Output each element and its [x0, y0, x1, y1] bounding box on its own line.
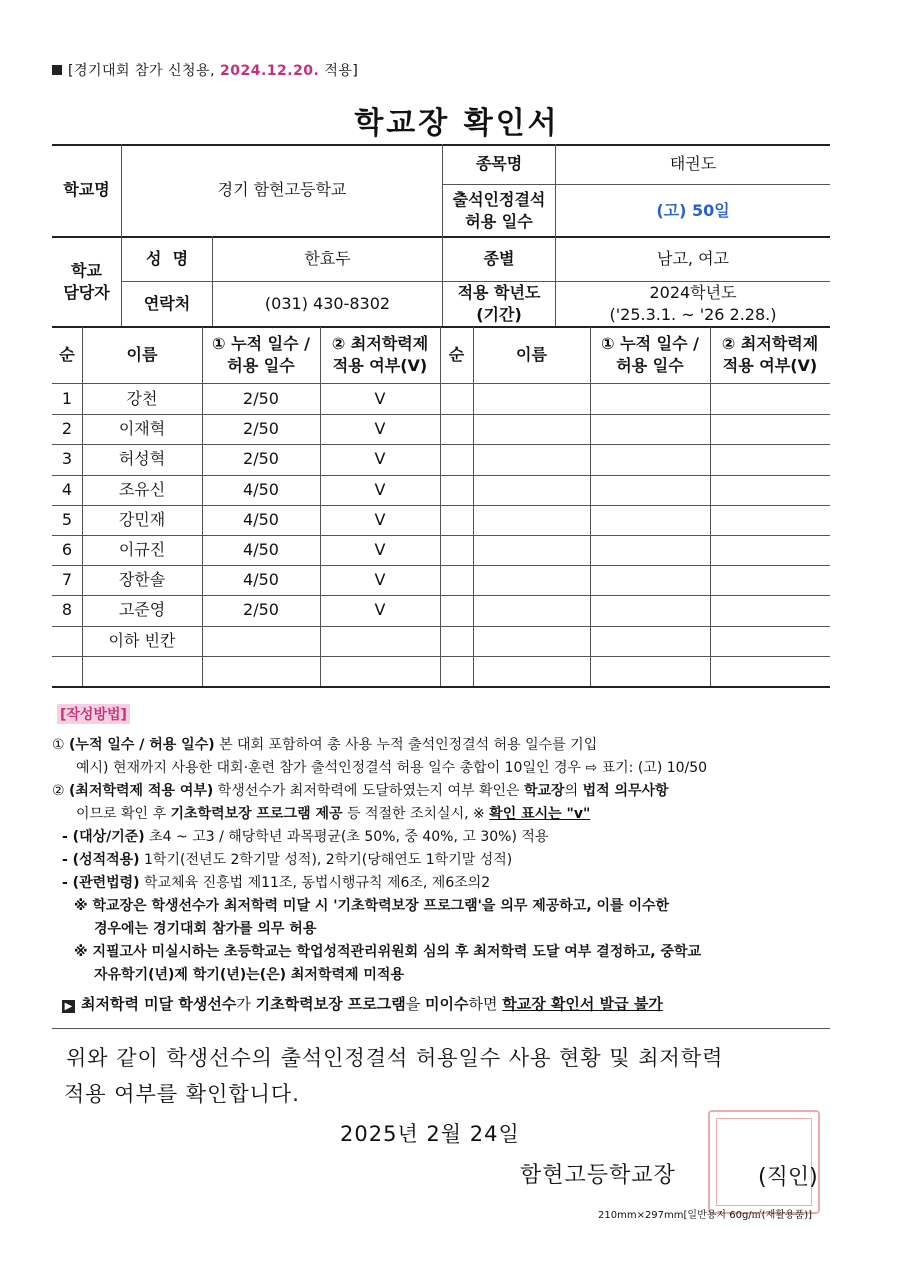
- school-name-value: 경기 함현고등학교: [217, 180, 347, 200]
- minimum-academic-check: V: [374, 449, 386, 469]
- cumulative-days: 4/50: [243, 480, 279, 500]
- issue-date: 2025년 2월 24일: [340, 1122, 520, 1146]
- staff-label: 학교 담당자: [63, 260, 110, 302]
- minimum-academic-check: V: [374, 540, 386, 560]
- square-bullet-icon: [52, 65, 62, 75]
- row-number: 1: [61, 389, 73, 409]
- row-number: 3: [61, 449, 73, 469]
- school-name-label: 학교명: [63, 180, 110, 200]
- student-name: 고준영: [118, 600, 166, 620]
- col-no-header-2: 순: [448, 345, 465, 365]
- instruction-line: 이므로 확인 후 기초학력보장 프로그램 제공 등 적절한 조치실시, ※ 확인 표시는 "v": [76, 806, 591, 822]
- cumulative-days: 2/50: [243, 449, 279, 469]
- cumulative-days: 2/50: [243, 600, 279, 620]
- minimum-academic-check: V: [374, 600, 386, 620]
- divider: [52, 1028, 830, 1029]
- student-name: 이규진: [118, 540, 166, 560]
- boxed-arrow-icon: ▶: [62, 1000, 75, 1013]
- instruction-line: ② (최저학력제 적용 여부) 학생선수가 최저학력에 도달하였는지 여부 확인은 학교장의 법적 의무사항: [52, 783, 669, 799]
- minimum-academic-check: V: [374, 480, 386, 500]
- student-name: 조유신: [118, 480, 166, 500]
- instruction-line: 경우에는 경기대회 참가를 의무 허용: [94, 921, 317, 937]
- student-name: 이재혁: [118, 419, 166, 439]
- document-title: 학교장 확인서: [354, 106, 560, 141]
- instruction-line: 예시) 현재까지 사용한 대회·훈련 참가 출석인정결석 허용 일수 총합이 10일인 경우 ⇨ 표기: (고) 10/50: [76, 760, 708, 776]
- instruction-warning: ▶ 최저학력 미달 학생선수가 기초학력보장 프로그램을 미이수하면 학교장 확인서 발급 불가: [52, 993, 842, 1016]
- student-name: 강민재: [118, 510, 166, 530]
- declaration-text: 위와 같이 학생선수의 출석인정결석 허용일수 사용 현황 및 최저학력 적용 여부를 확인합니다.: [64, 1046, 724, 1106]
- instruction-line: ※ 학교장은 학생선수가 최저학력 미달 시 '기초학력보장 프로그램'을 의무 제공하고, 이를 이수한: [74, 898, 670, 914]
- contact-label: 연락처: [143, 294, 191, 314]
- contact-value: (031) 430-8302: [264, 294, 391, 314]
- col-no-header: 순: [59, 345, 75, 365]
- instructions-body: [52, 734, 842, 1016]
- row-number: 6: [61, 540, 73, 560]
- instruction-line: ※ 지필고사 미실시하는 초등학교는 학업성적관리위원회 심의 후 최저학력 도달 여부 결정하고, 중학교: [74, 944, 702, 960]
- blank-below-note: 이하 빈칸: [108, 631, 176, 651]
- row-number: 2: [61, 419, 73, 439]
- staff-name-label: 성 명: [145, 249, 189, 269]
- col-minimum-header: ② 최저학력제 적용 여부(V): [331, 334, 429, 375]
- student-name: 강천: [126, 389, 158, 409]
- minimum-academic-check: V: [374, 570, 386, 590]
- col-cumulative-header-2: ① 누적 일수 / 허용 일수: [601, 334, 699, 375]
- seal-label: (직인): [758, 1165, 818, 1190]
- minimum-academic-check: V: [374, 510, 386, 530]
- instruction-line: - (관련법령) 학교체육 진흥법 제11조, 동법시행규칙 제6조, 제6조의2: [62, 875, 491, 891]
- effective-date: 2024.12.20.: [219, 63, 320, 79]
- instructions-title: [작성방법]: [57, 704, 130, 724]
- staff-name-value: 한효두: [304, 249, 351, 269]
- school-year-value: 2024학년도 ('25.3.1. ~ '26 2.28.): [609, 283, 777, 324]
- instruction-line: - (대상/기준) 초4 ~ 고3 / 해당학년 과목평균(초 50%, 중 40%, 고 30%) 적용: [62, 829, 549, 845]
- paper-spec-footer: 210mm×297mm[일반용지 60g/㎡(재활용품)]: [598, 1210, 813, 1221]
- col-cumulative-header: ① 누적 일수 / 허용 일수: [212, 334, 310, 375]
- row-number: 8: [61, 600, 73, 620]
- division-label: 종별: [483, 249, 515, 269]
- event-label: 종목명: [475, 154, 523, 174]
- student-name: 허성혁: [118, 449, 166, 469]
- event-value: 태권도: [669, 154, 717, 174]
- cumulative-days: 2/50: [243, 389, 279, 409]
- attendance-allowance-value: (고) 50일: [656, 200, 730, 220]
- instruction-line: ① (누적 일수 / 허용 일수) 본 대회 포함하여 총 사용 누적 출석인정결석 허용 일수를 기입: [52, 737, 598, 753]
- minimum-academic-check: V: [374, 389, 386, 409]
- minimum-academic-check: V: [374, 419, 386, 439]
- instruction-line: 자유학기(년)제 학기(년)는(은) 최저학력제 미적용: [94, 967, 404, 983]
- col-minimum-header-2: ② 최저학력제 적용 여부(V): [721, 334, 819, 375]
- cumulative-days: 2/50: [243, 419, 279, 439]
- form-version-label: [경기대회 참가 신청용, 2024.12.20. 적용]: [52, 60, 358, 80]
- col-name-header-2: 이름: [516, 345, 547, 365]
- instruction-line: - (성적적용) 1학기(전년도 2학기말 성적), 2학기(당해연도 1학기말 성적): [62, 852, 513, 868]
- row-number: 7: [61, 570, 73, 590]
- student-name: 장한솔: [118, 570, 166, 590]
- division-value: 남고, 여고: [657, 249, 729, 269]
- col-name-header: 이름: [126, 345, 158, 365]
- cumulative-days: 4/50: [243, 570, 279, 590]
- cumulative-days: 4/50: [243, 540, 279, 560]
- row-number: 4: [61, 480, 73, 500]
- cumulative-days: 4/50: [243, 510, 279, 530]
- attendance-allowance-label: 출석인정결석 허용 일수: [452, 189, 546, 231]
- school-year-label: 적용 학년도 (기간): [457, 283, 541, 324]
- row-number: 5: [61, 510, 73, 530]
- principal-name: 함현고등학교장: [520, 1163, 676, 1188]
